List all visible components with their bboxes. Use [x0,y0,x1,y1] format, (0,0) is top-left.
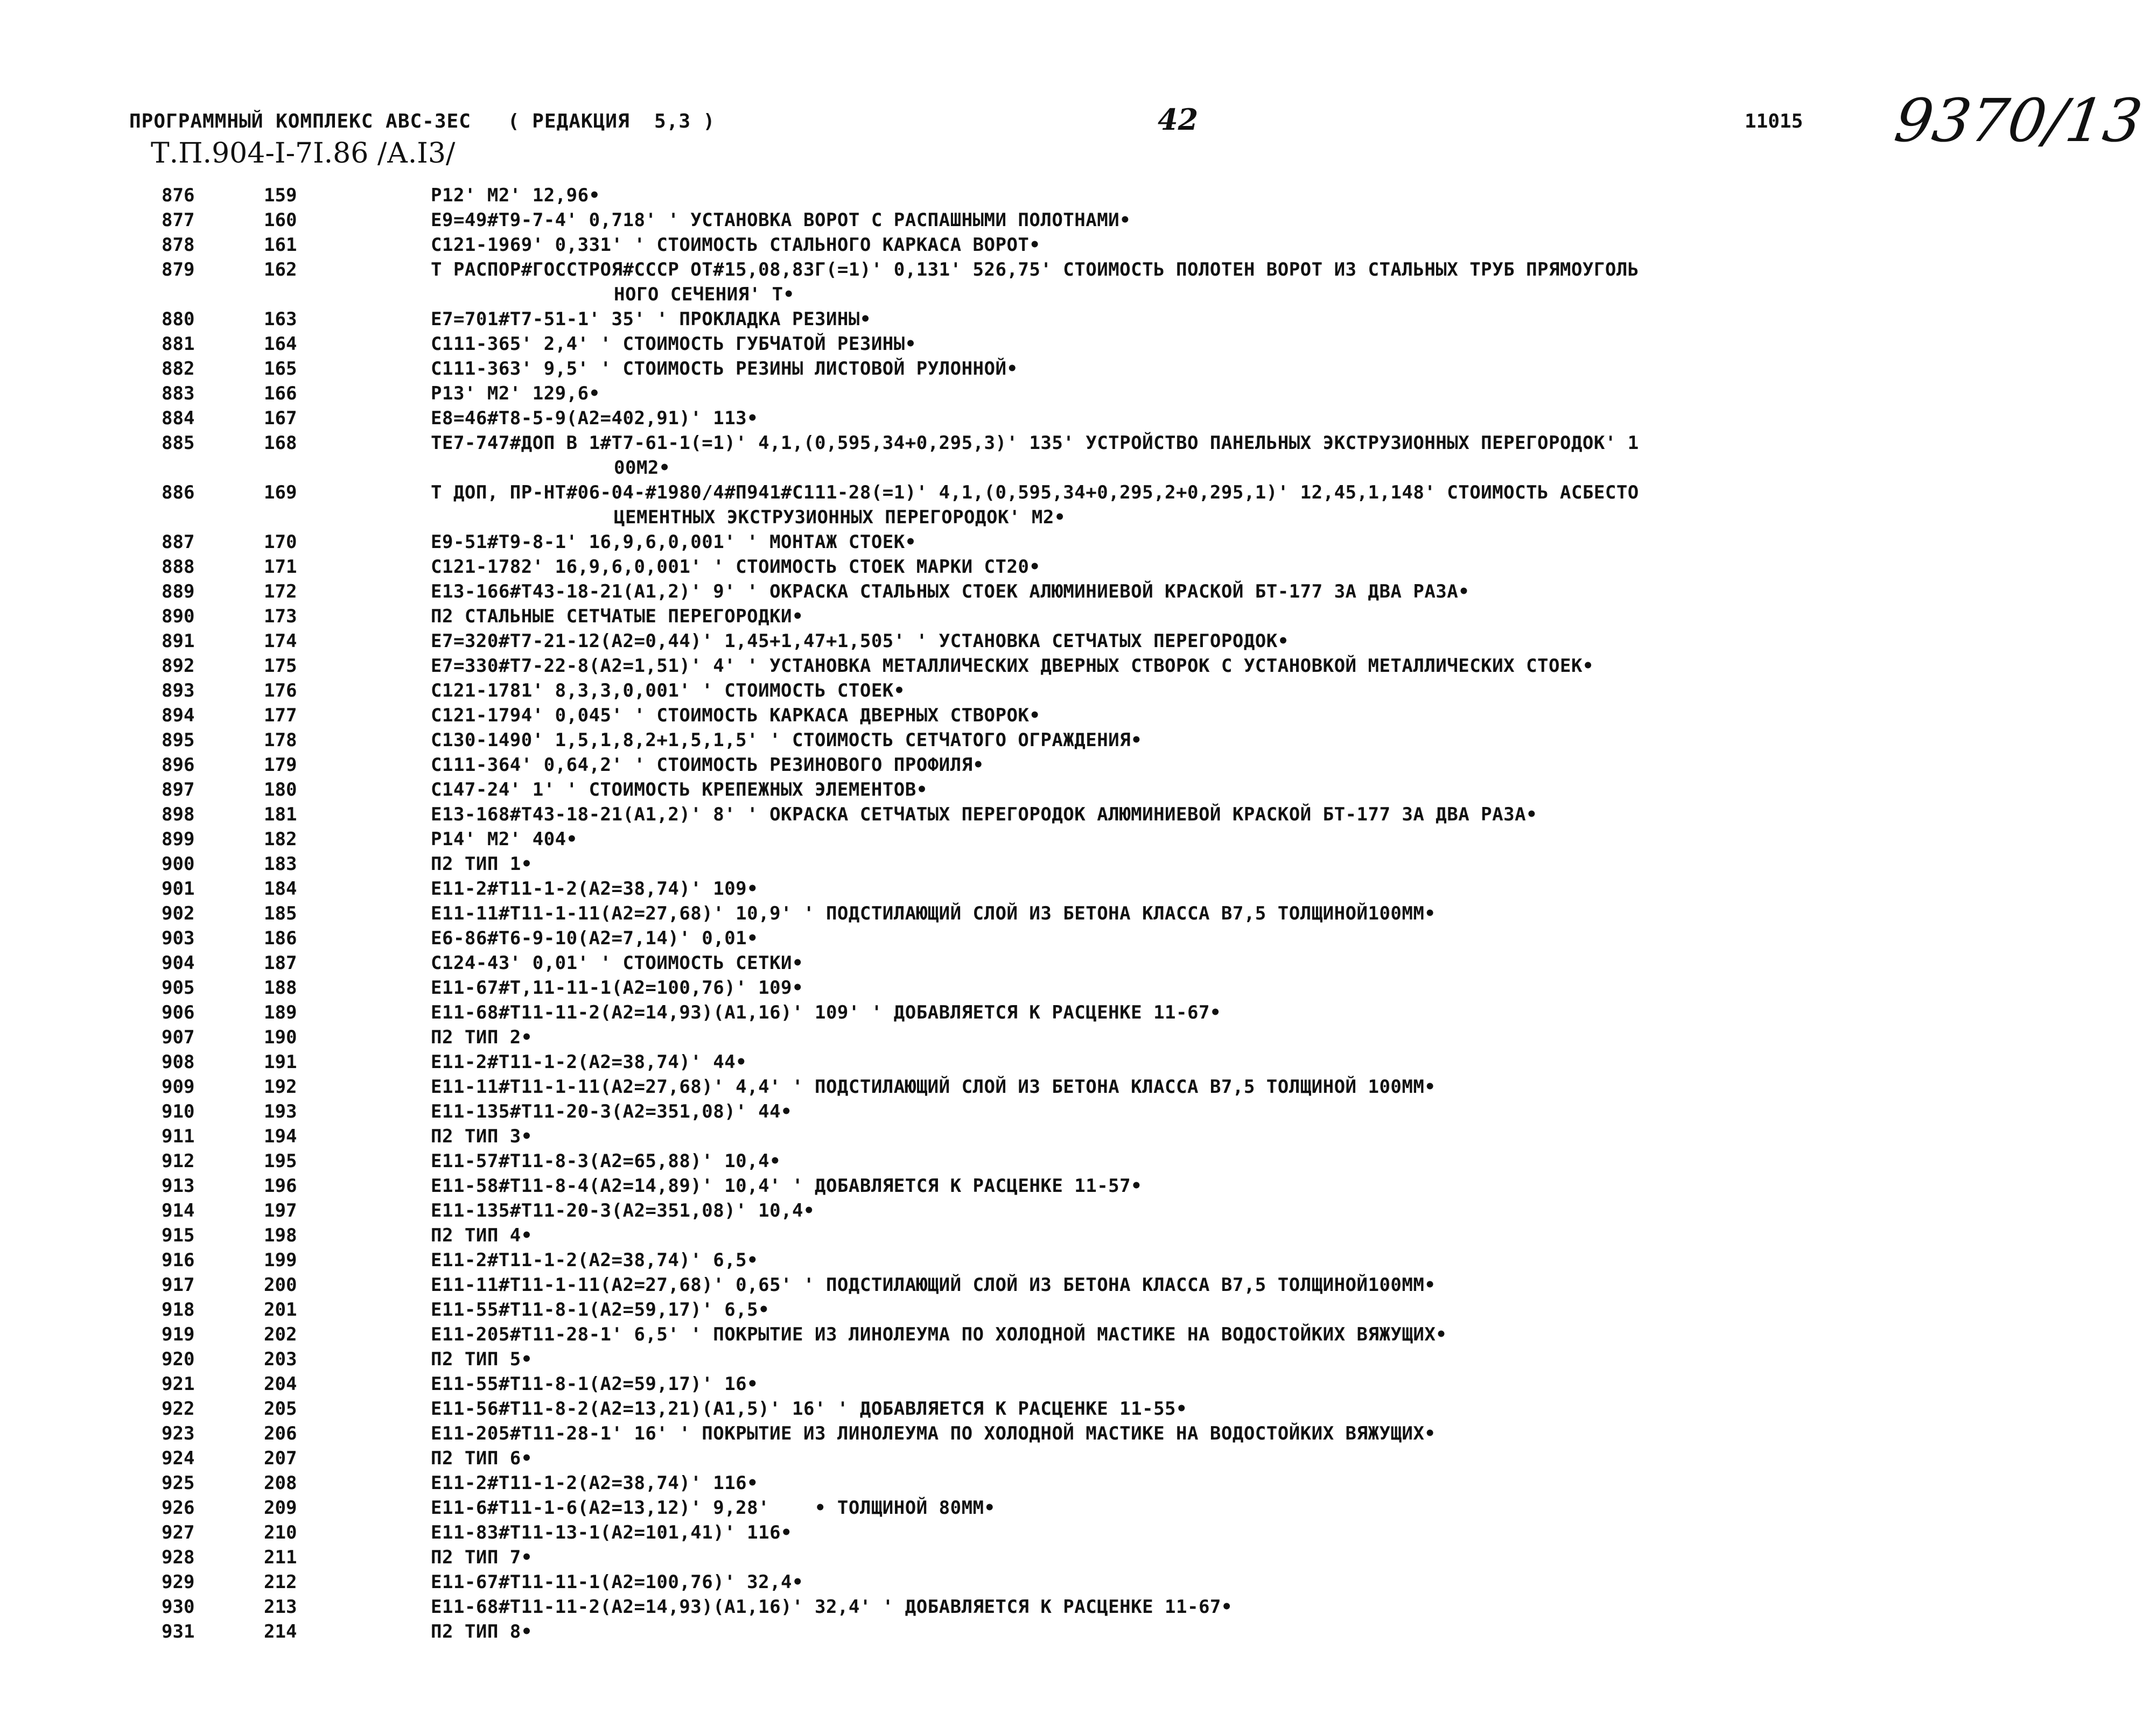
row-entry-main: Е6-86#Т6-9-10(А2=7,14)' 0,01• [431,928,759,949]
row-line-number: 194 [264,1126,297,1147]
listing-row [0,703,2156,728]
row-entry-text [431,530,2046,554]
row-line-number: 159 [264,185,297,206]
row-line-number: 182 [264,829,297,850]
row-entry-text [431,703,2046,728]
row-line-number: 190 [264,1027,297,1048]
listing-row [0,654,2156,678]
row-sequence-number: 902 [162,903,195,924]
row-line-number: 171 [264,556,297,578]
row-sequence-number: 882 [162,358,195,380]
row-entry-text [431,1421,2046,1446]
row-entry-continuation: НОГО СЕЧЕНИЯ' Т• [614,284,795,305]
row-entry-text [431,777,2046,802]
document-code: 11015 [1745,110,1803,132]
row-sequence-number: 929 [162,1571,195,1593]
row-entry-main: Е11-11#Т11-1-11(А2=27,68)' 0,65' ' ПОДСТИЛАЮЩИЙ СЛОЙ ИЗ БЕТОНА КЛАССА В7,5 ТОЛЩИНОЙ100ММ• [431,1274,1436,1296]
listing-row [0,332,2156,356]
row-line-number: 208 [264,1472,297,1494]
row-entry-main: С111-364' 0,64,2' ' СТОИМОСТЬ РЕЗИНОВОГО ПРОФИЛЯ• [431,754,984,776]
row-sequence-number: 912 [162,1150,195,1172]
listing-row [0,1050,2156,1075]
row-sequence-number: 879 [162,259,195,280]
row-line-number: 170 [264,531,297,553]
row-line-number: 163 [264,308,297,330]
row-sequence-number: 924 [162,1448,195,1469]
row-entry-main: Е11-6#Т11-1-6(А2=13,12)' 9,28' • ТОЛЩИНОЙ 80ММ• [431,1497,996,1519]
listing-row [0,431,2156,480]
listing-row [0,1297,2156,1322]
row-entry-text [431,183,2046,208]
row-sequence-number: 905 [162,977,195,999]
row-sequence-number: 925 [162,1472,195,1494]
row-entry-text [431,753,2046,777]
listing-row [0,1372,2156,1396]
row-sequence-number: 884 [162,408,195,429]
row-line-number: 179 [264,754,297,776]
row-entry-main: П2 ТИП 4• [431,1225,533,1246]
row-entry-text [431,1297,2046,1322]
row-entry-main: П2 СТАЛЬНЫЕ СЕТЧАТЫЕ ПЕРЕГОРОДКИ• [431,606,804,627]
row-entry-main: Е11-67#Т11-11-1(А2=100,76)' 32,4• [431,1571,804,1593]
row-line-number: 211 [264,1547,297,1568]
listing-row [0,678,2156,703]
listing-row [0,802,2156,827]
row-line-number: 160 [264,209,297,231]
row-sequence-number: 904 [162,952,195,974]
row-sequence-number: 892 [162,655,195,677]
listing-row [0,183,2156,208]
row-entry-main: Е11-2#Т11-1-2(А2=38,74)' 44• [431,1051,747,1073]
row-entry-main: П2 ТИП 1• [431,853,533,875]
listing-row [0,728,2156,753]
row-sequence-number: 895 [162,729,195,751]
row-sequence-number: 928 [162,1547,195,1568]
row-entry-text [431,1025,2046,1050]
listing-row [0,1099,2156,1124]
row-line-number: 187 [264,952,297,974]
row-entry-text [431,233,2046,257]
row-entry-main: Р12' М2' 12,96• [431,185,600,206]
row-entry-text [431,1099,2046,1124]
row-sequence-number: 918 [162,1299,195,1321]
listing-row [0,951,2156,975]
row-entry-main: П2 ТИП 8• [431,1621,533,1642]
row-line-number: 189 [264,1002,297,1023]
row-line-number: 206 [264,1423,297,1444]
row-line-number: 165 [264,358,297,380]
listing-row [0,554,2156,579]
row-entry-main: Е11-205#Т11-28-1' 6,5' ' ПОКРЫТИЕ ИЗ ЛИНОЛЕУМА ПО ХОЛОДНОЙ МАСТИКЕ НА ВОДОСТОЙКИХ ВЯЖУЩИХ• [431,1324,1447,1345]
row-entry-text [431,1223,2046,1248]
row-entry-continuation: 00М2• [614,457,670,479]
row-sequence-number: 927 [162,1522,195,1543]
row-sequence-number: 881 [162,333,195,355]
row-line-number: 188 [264,977,297,999]
listing-row [0,1421,2156,1446]
row-entry-main: С121-1969' 0,331' ' СТОИМОСТЬ СТАЛЬНОГО КАРКАСА ВОРОТ• [431,234,1041,256]
row-line-number: 205 [264,1398,297,1420]
row-entry-main: Е11-2#Т11-1-2(А2=38,74)' 109• [431,878,759,900]
row-line-number: 210 [264,1522,297,1543]
row-entry-main: Е9-51#Т9-8-1' 16,9,6,0,001' ' МОНТАЖ СТОЕК• [431,531,916,553]
row-entry-main: ТЕ7-747#ДОП В 1#Т7-61-1(=1)' 4,1,(0,595,34+0,295,3)' 135' УСТРОЙСТВО ПАНЕЛЬНЫХ ЭКСТРУЗИОННЫХ ПЕРЕГОРОДОК' 1 [431,432,1639,454]
row-entry-text [431,257,2046,307]
listing-row [0,975,2156,1000]
row-entry-text [431,876,2046,901]
row-entry-text [431,1372,2046,1396]
row-entry-main: С121-1782' 16,9,6,0,001' ' СТОИМОСТЬ СТОЕК МАРКИ СТ20• [431,556,1041,578]
row-sequence-number: 915 [162,1225,195,1246]
row-line-number: 169 [264,482,297,503]
row-entry-text [431,1273,2046,1297]
row-sequence-number: 921 [162,1373,195,1395]
row-entry-main: П2 ТИП 7• [431,1547,533,1568]
listing-row [0,208,2156,233]
row-line-number: 203 [264,1349,297,1370]
row-line-number: 164 [264,333,297,355]
row-line-number: 172 [264,581,297,602]
row-line-number: 181 [264,804,297,825]
row-entry-main: Е11-2#Т11-1-2(А2=38,74)' 116• [431,1472,759,1494]
row-entry-main: Е13-166#Т43-18-21(А1,2)' 9' ' ОКРАСКА СТАЛЬНЫХ СТОЕК АЛЮМИНИЕВОЙ КРАСКОЙ БТ-177 ЗА ДВА РАЗА• [431,581,1470,602]
listing-row [0,233,2156,257]
row-entry-text [431,1248,2046,1273]
row-line-number: 204 [264,1373,297,1395]
row-line-number: 167 [264,408,297,429]
row-entry-text [431,852,2046,876]
row-sequence-number: 876 [162,185,195,206]
row-line-number: 162 [264,259,297,280]
listing-row [0,381,2156,406]
row-entry-main: Е11-55#Т11-8-1(А2=59,17)' 16• [431,1373,759,1395]
document-reference: Т.П.904-I-7I.86 /А.I3/ [151,137,456,170]
listing-row [0,1471,2156,1496]
row-line-number: 166 [264,383,297,404]
row-line-number: 198 [264,1225,297,1246]
row-entry-text [431,1149,2046,1174]
row-entry-text [431,926,2046,951]
listing-row [0,1025,2156,1050]
row-entry-text [431,604,2046,629]
row-sequence-number: 891 [162,630,195,652]
row-entry-main: Е11-135#Т11-20-3(А2=351,08)' 44• [431,1101,793,1122]
row-entry-text [431,332,2046,356]
listing-row [0,1124,2156,1149]
row-sequence-number: 889 [162,581,195,602]
row-entry-main: Е7=330#Т7-22-8(А2=1,51)' 4' ' УСТАНОВКА МЕТАЛЛИЧЕСКИХ ДВЕРНЫХ СТВОРОК С УСТАНОВКОЙ МЕТАЛЛИЧЕСКИХ СТОЕК• [431,655,1594,677]
row-line-number: 196 [264,1175,297,1197]
row-sequence-number: 901 [162,878,195,900]
listing-row [0,1075,2156,1099]
row-line-number: 214 [264,1621,297,1642]
row-sequence-number: 908 [162,1051,195,1073]
row-line-number: 212 [264,1571,297,1593]
row-entry-main: П2 ТИП 3• [431,1126,533,1147]
row-entry-text [431,951,2046,975]
row-sequence-number: 919 [162,1324,195,1345]
row-line-number: 184 [264,878,297,900]
row-entry-main: Е11-11#Т11-1-11(А2=27,68)' 10,9' ' ПОДСТИЛАЮЩИЙ СЛОЙ ИЗ БЕТОНА КЛАССА В7,5 ТОЛЩИНОЙ100ММ• [431,903,1436,924]
row-line-number: 209 [264,1497,297,1519]
handwritten-stamp: 9370/13 [1891,86,2146,155]
program-header: ПРОГРАММНЫЙ КОМПЛЕКС АВС-ЗЕС ( РЕДАКЦИЯ 5,3 ) [129,110,716,132]
row-line-number: 174 [264,630,297,652]
row-sequence-number: 898 [162,804,195,825]
row-entry-text [431,356,2046,381]
row-sequence-number: 907 [162,1027,195,1048]
listing-row [0,876,2156,901]
listing-row [0,1223,2156,1248]
listing-row [0,753,2156,777]
row-sequence-number: 910 [162,1101,195,1122]
row-sequence-number: 911 [162,1126,195,1147]
row-entry-main: Р13' М2' 129,6• [431,383,600,404]
listing-row [0,1570,2156,1595]
row-sequence-number: 926 [162,1497,195,1519]
row-entry-continuation: ЦЕМЕНТНЫХ ЭКСТРУЗИОННЫХ ПЕРЕГОРОДОК' М2• [614,507,1066,528]
row-line-number: 199 [264,1249,297,1271]
row-entry-text [431,1000,2046,1025]
row-entry-text [431,406,2046,431]
row-entry-main: Р14' М2' 404• [431,829,578,850]
row-line-number: 173 [264,606,297,627]
row-line-number: 197 [264,1200,297,1221]
row-line-number: 195 [264,1150,297,1172]
row-entry-main: С130-1490' 1,5,1,8,2+1,5,1,5' ' СТОИМОСТЬ СЕТЧАТОГО ОГРАЖДЕНИЯ• [431,729,1143,751]
row-entry-main: Е7=320#Т7-21-12(А2=0,44)' 1,45+1,47+1,505' ' УСТАНОВКА СЕТЧАТЫХ ПЕРЕГОРОДОК• [431,630,1289,652]
row-entry-text [431,678,2046,703]
row-entry-main: Е8=46#Т8-5-9(А2=402,91)' 113• [431,408,759,429]
row-entry-main: С111-365' 2,4' ' СТОИМОСТЬ ГУБЧАТОЙ РЕЗИНЫ• [431,333,916,355]
row-sequence-number: 917 [162,1274,195,1296]
row-entry-text [431,1198,2046,1223]
listing-row [0,901,2156,926]
row-entry-text [431,1124,2046,1149]
row-sequence-number: 896 [162,754,195,776]
row-entry-main: Е13-168#Т43-18-21(А1,2)' 8' ' ОКРАСКА СЕТЧАТЫХ ПЕРЕГОРОДОК АЛЮМИНИЕВОЙ КРАСКОЙ БТ-177 ЗА ДВА РАЗА• [431,804,1538,825]
row-entry-main: С121-1794' 0,045' ' СТОИМОСТЬ КАРКАСА ДВЕРНЫХ СТВОРОК• [431,705,1041,726]
listing-row [0,1000,2156,1025]
row-entry-text [431,1471,2046,1496]
listing-row [0,480,2156,530]
row-sequence-number: 888 [162,556,195,578]
row-entry-main: Т ДОП, ПР-НТ#06-04-#1980/4#П941#С111-28(=1)' 4,1,(0,595,34+0,295,2+0,295,1)' 12,45,1,148' СТОИМОСТЬ АСБЕСТО [431,482,1639,503]
listing-row [0,1198,2156,1223]
row-entry-text [431,1496,2046,1520]
listing-row [0,604,2156,629]
listing-row [0,1174,2156,1198]
listing-row [0,579,2156,604]
row-sequence-number: 900 [162,853,195,875]
row-sequence-number: 890 [162,606,195,627]
row-entry-main: П2 ТИП 6• [431,1448,533,1469]
row-sequence-number: 914 [162,1200,195,1221]
listing-row [0,356,2156,381]
row-entry-text [431,307,2046,332]
row-entry-main: Е9=49#Т9-7-4' 0,718' ' УСТАНОВКА ВОРОТ С РАСПАШНЫМИ ПОЛОТНАМИ• [431,209,1131,231]
row-sequence-number: 913 [162,1175,195,1197]
row-entry-main: С124-43' 0,01' ' СТОИМОСТЬ СЕТКИ• [431,952,804,974]
row-entry-text [431,554,2046,579]
row-entry-text [431,802,2046,827]
row-entry-text [431,728,2046,753]
row-entry-text [431,1347,2046,1372]
row-entry-main: Е11-83#Т11-13-1(А2=101,41)' 116• [431,1522,793,1543]
listing-row [0,530,2156,554]
listing-row [0,1496,2156,1520]
row-sequence-number: 883 [162,383,195,404]
row-entry-text [431,1545,2046,1570]
row-entry-text [431,579,2046,604]
row-entry-text [431,1595,2046,1619]
row-sequence-number: 899 [162,829,195,850]
row-line-number: 191 [264,1051,297,1073]
row-line-number: 175 [264,655,297,677]
row-entry-text [431,827,2046,852]
row-entry-text [431,1520,2046,1545]
row-entry-main: С121-1781' 8,3,3,0,001' ' СТОИМОСТЬ СТОЕК• [431,680,905,701]
row-entry-main: Е11-68#Т11-11-2(А2=14,93)(А1,16)' 109' ' ДОБАВЛЯЕТСЯ К РАСЦЕНКЕ 11-67• [431,1002,1221,1023]
listing-row [0,406,2156,431]
row-entry-main: Е7=701#Т7-51-1' 35' ' ПРОКЛАДКА РЕЗИНЫ• [431,308,871,330]
listing-row [0,1322,2156,1347]
row-entry-main: Е11-56#Т11-8-2(А2=13,21)(А1,5)' 16' ' ДОБАВЛЯЕТСЯ К РАСЦЕНКЕ 11-55• [431,1398,1187,1420]
row-line-number: 178 [264,729,297,751]
row-line-number: 177 [264,705,297,726]
row-entry-text [431,1050,2046,1075]
listing-row [0,852,2156,876]
row-line-number: 200 [264,1274,297,1296]
row-sequence-number: 906 [162,1002,195,1023]
row-entry-text [431,629,2046,654]
row-entry-text [431,1174,2046,1198]
row-entry-text [431,208,2046,233]
row-entry-main: Е11-205#Т11-28-1' 16' ' ПОКРЫТИЕ ИЗ ЛИНОЛЕУМА ПО ХОЛОДНОЙ МАСТИКЕ НА ВОДОСТОЙКИХ ВЯЖУЩИХ• [431,1423,1436,1444]
row-sequence-number: 916 [162,1249,195,1271]
row-line-number: 176 [264,680,297,701]
row-line-number: 193 [264,1101,297,1122]
listing-row [0,1619,2156,1644]
row-entry-text [431,1619,2046,1644]
row-sequence-number: 931 [162,1621,195,1642]
row-entry-main: Е11-58#Т11-8-4(А2=14,89)' 10,4' ' ДОБАВЛЯЕТСЯ К РАСЦЕНКЕ 11-57• [431,1175,1143,1197]
listing-row [0,629,2156,654]
row-sequence-number: 886 [162,482,195,503]
row-entry-text [431,654,2046,678]
row-entry-main: Е11-67#Т,11-11-1(А2=100,76)' 109• [431,977,804,999]
row-entry-main: С147-24' 1' ' СТОИМОСТЬ КРЕПЕЖНЫХ ЭЛЕМЕНТОВ• [431,779,928,801]
row-sequence-number: 885 [162,432,195,454]
listing-row [0,1446,2156,1471]
row-line-number: 186 [264,928,297,949]
row-sequence-number: 909 [162,1076,195,1098]
listing-row [0,1520,2156,1545]
row-sequence-number: 920 [162,1349,195,1370]
listing-row [0,1545,2156,1570]
row-entry-text [431,901,2046,926]
listing-row [0,1396,2156,1421]
listing-row [0,307,2156,332]
row-line-number: 207 [264,1448,297,1469]
listing-row [0,827,2156,852]
row-entry-main: Т РАСПОР#ГОССТРОЯ#СССР ОТ#15,08,83Г(=1)' 0,131' 526,75' СТОИМОСТЬ ПОЛОТЕН ВОРОТ ИЗ СТАЛЬНЫХ ТРУБ ПРЯМОУГОЛЬ [431,259,1639,280]
row-entry-main: Е11-135#Т11-20-3(А2=351,08)' 10,4• [431,1200,815,1221]
row-line-number: 180 [264,779,297,801]
listing-row [0,1347,2156,1372]
listing-row [0,926,2156,951]
row-line-number: 168 [264,432,297,454]
row-line-number: 185 [264,903,297,924]
row-entry-main: Е11-57#Т11-8-3(А2=65,88)' 10,4• [431,1150,781,1172]
row-entry-text [431,1396,2046,1421]
page-number: 42 [1158,102,1199,137]
row-entry-text [431,381,2046,406]
row-sequence-number: 922 [162,1398,195,1420]
row-line-number: 201 [264,1299,297,1321]
listing-row [0,1273,2156,1297]
listing-row [0,257,2156,307]
estimate-listing [0,183,2156,1644]
row-entry-main: С111-363' 9,5' ' СТОИМОСТЬ РЕЗИНЫ ЛИСТОВОЙ РУЛОННОЙ• [431,358,1018,380]
row-entry-main: П2 ТИП 5• [431,1349,533,1370]
row-entry-text [431,1075,2046,1099]
row-sequence-number: 887 [162,531,195,553]
row-line-number: 202 [264,1324,297,1345]
row-line-number: 183 [264,853,297,875]
row-entry-text [431,1322,2046,1347]
row-entry-text [431,975,2046,1000]
row-entry-main: Е11-2#Т11-1-2(А2=38,74)' 6,5• [431,1249,759,1271]
row-entry-main: Е11-55#Т11-8-1(А2=59,17)' 6,5• [431,1299,770,1321]
row-sequence-number: 893 [162,680,195,701]
row-entry-main: Е11-11#Т11-1-11(А2=27,68)' 4,4' ' ПОДСТИЛАЮЩИЙ СЛОЙ ИЗ БЕТОНА КЛАССА В7,5 ТОЛЩИНОЙ 100ММ• [431,1076,1436,1098]
row-entry-text [431,1570,2046,1595]
row-sequence-number: 930 [162,1596,195,1618]
listing-row [0,1149,2156,1174]
row-sequence-number: 877 [162,209,195,231]
row-line-number: 161 [264,234,297,256]
row-entry-main: П2 ТИП 2• [431,1027,533,1048]
row-sequence-number: 903 [162,928,195,949]
row-entry-main: Е11-68#Т11-11-2(А2=14,93)(А1,16)' 32,4' ' ДОБАВЛЯЕТСЯ К РАСЦЕНКЕ 11-67• [431,1596,1233,1618]
row-sequence-number: 878 [162,234,195,256]
row-entry-text [431,480,2046,530]
row-sequence-number: 880 [162,308,195,330]
row-line-number: 192 [264,1076,297,1098]
row-sequence-number: 897 [162,779,195,801]
row-entry-text [431,1446,2046,1471]
row-line-number: 213 [264,1596,297,1618]
row-sequence-number: 923 [162,1423,195,1444]
listing-row [0,777,2156,802]
row-entry-text [431,431,2046,480]
listing-row [0,1248,2156,1273]
listing-row [0,1595,2156,1619]
row-sequence-number: 894 [162,705,195,726]
